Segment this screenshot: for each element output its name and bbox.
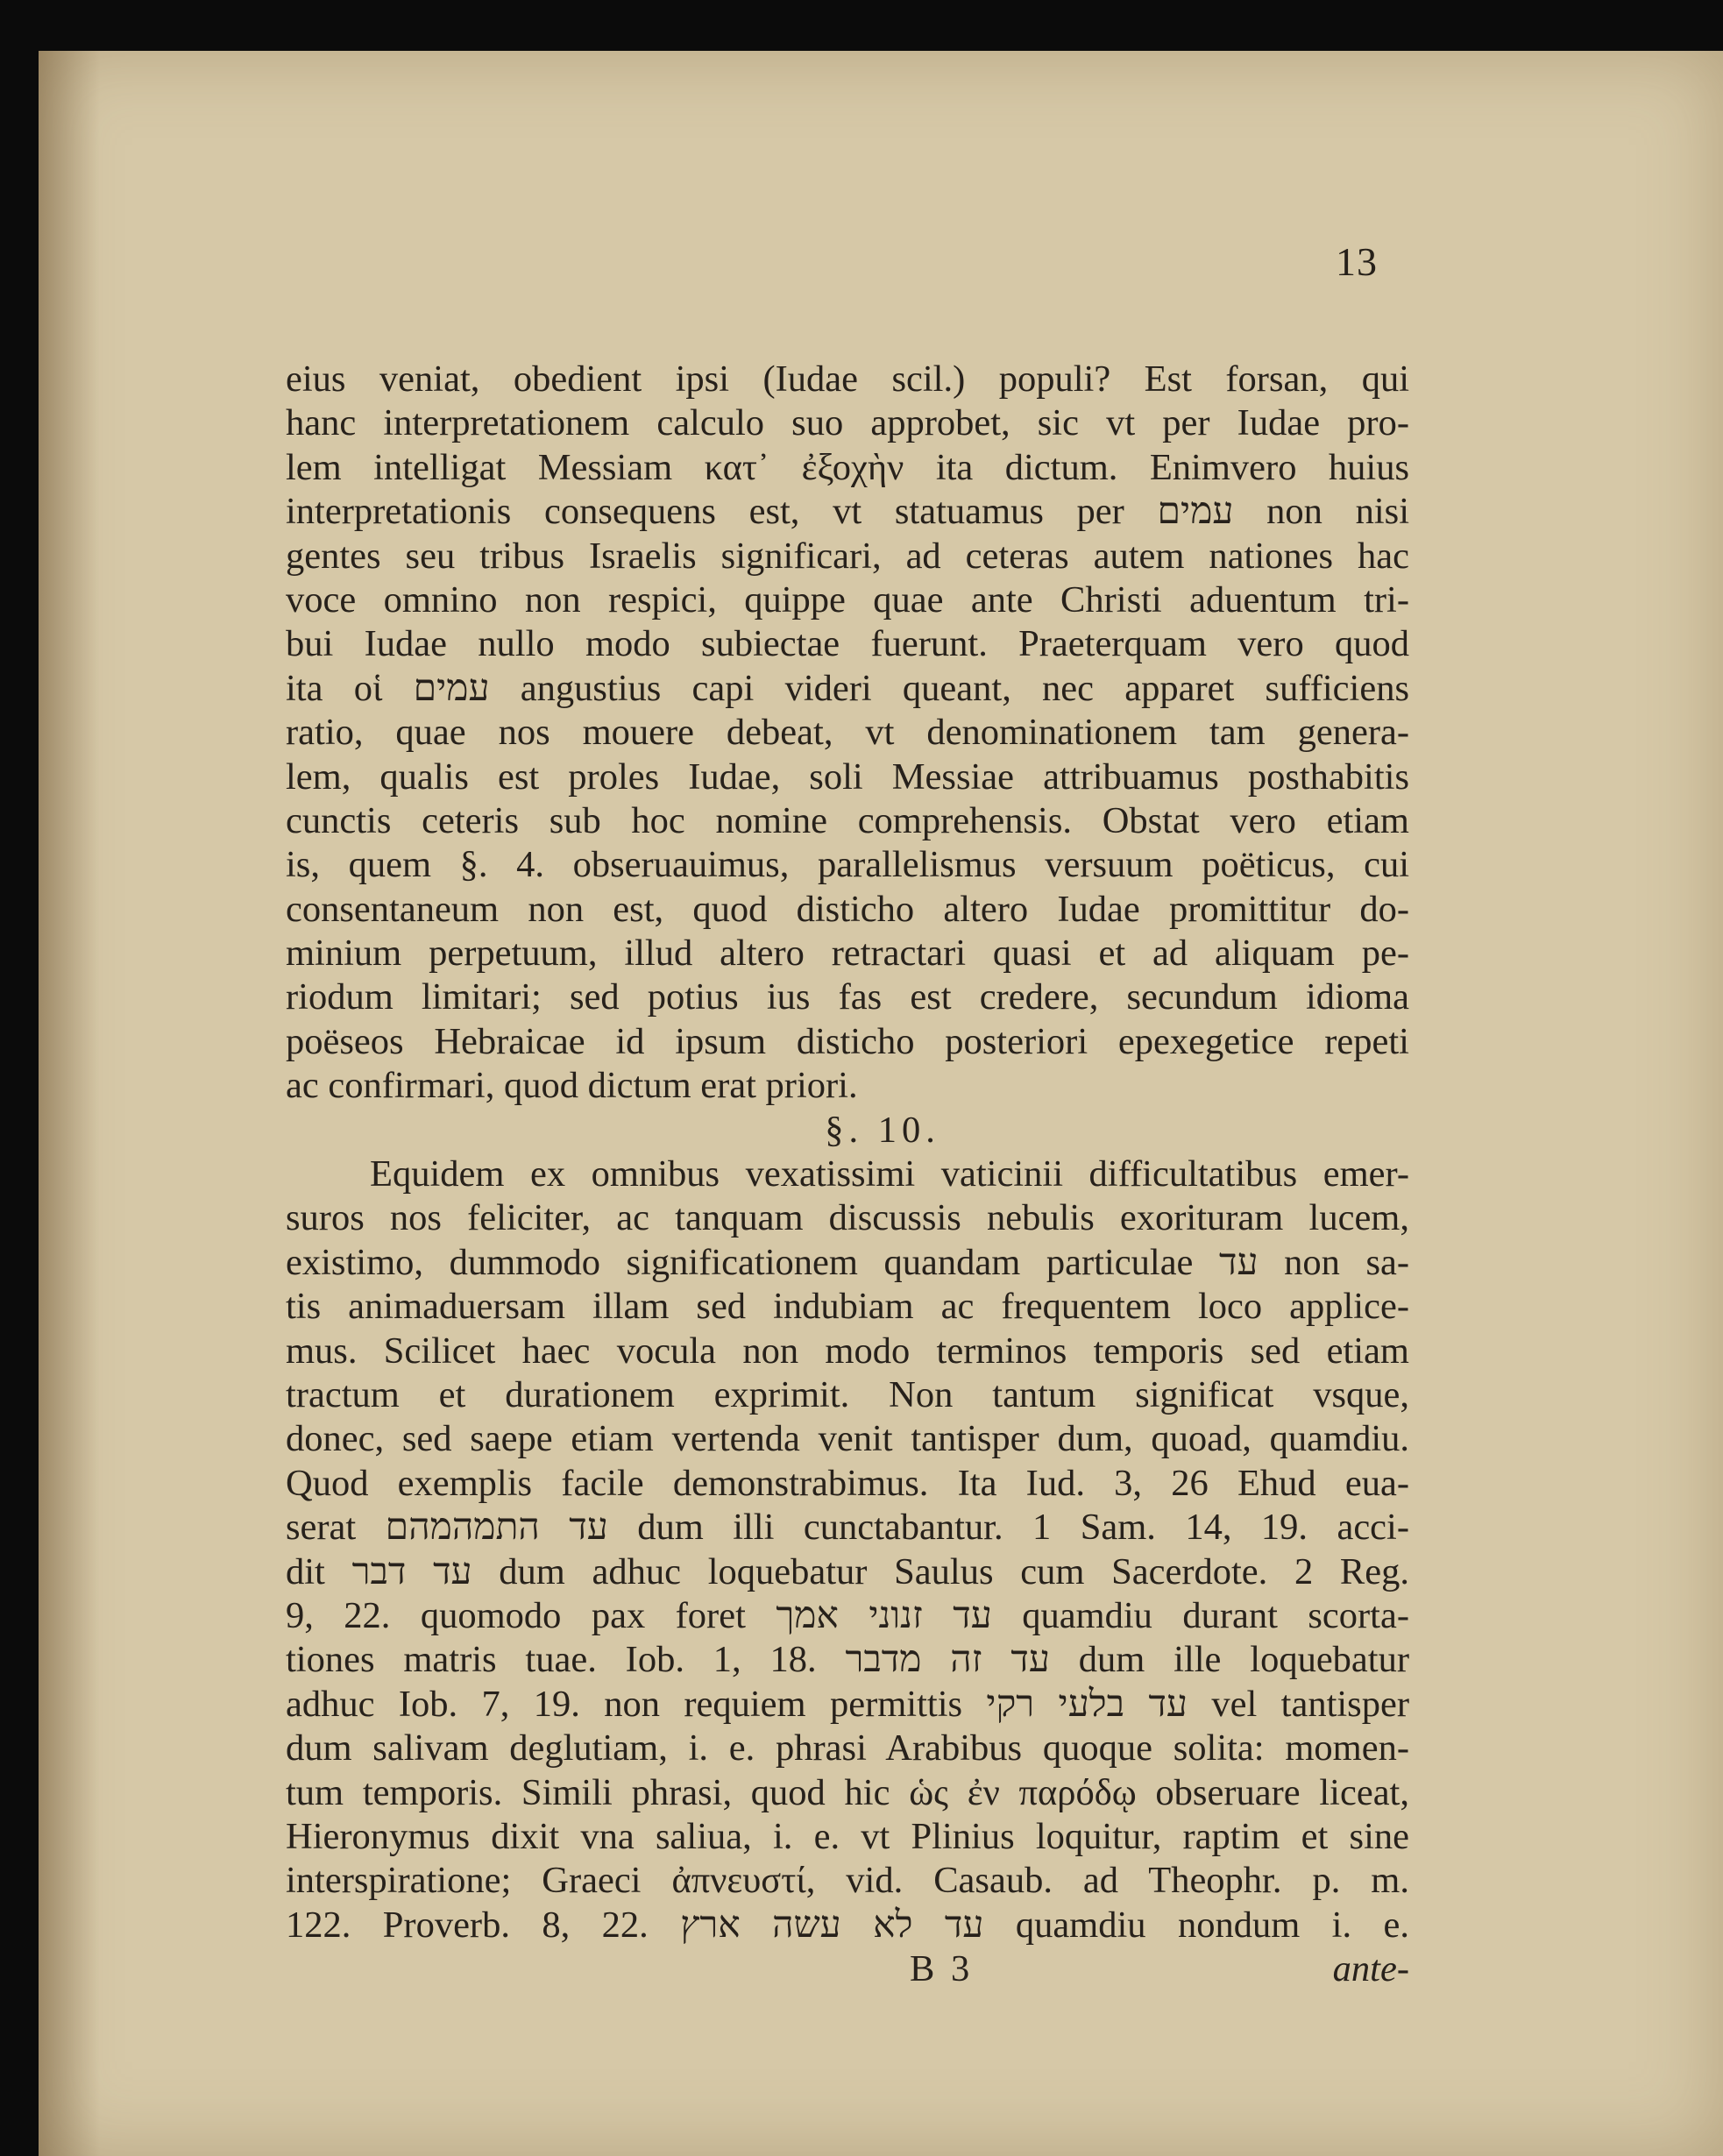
paragraph-2 bbox=[286, 1152, 1409, 1947]
book-page bbox=[39, 51, 1723, 2156]
catchword: ante- bbox=[1332, 1948, 1409, 1990]
text-line: Equidem ex omnibus vexatissimi vaticinii difficultatibus emer- bbox=[370, 1153, 1409, 1195]
signature-mark: B 3 bbox=[910, 1948, 974, 1990]
text-line: Quod exemplis facile demonstrabimus. Ita Iud. 3, 26 Ehud eua- bbox=[286, 1462, 1409, 1504]
text-line: consentaneum non est, quod disticho altero Iudae promittitur do- bbox=[286, 888, 1409, 930]
text-line: dum salivam deglutiam, i. e. phrasi Arabibus quoque solita: momen- bbox=[286, 1727, 1409, 1769]
text-line: tis animaduersam illam sed indubiam ac frequentem loco applice- bbox=[286, 1286, 1409, 1328]
text-line: mus. Scilicet haec vocula non modo terminos temporis sed etiam bbox=[286, 1330, 1409, 1372]
text-line: Hieronymus dixit vna saliua, i. e. vt Plinius loquitur, raptim et sine bbox=[286, 1815, 1409, 1857]
text-line: 9, 22. quomodo pax foret עד זנוני אמך quamdiu durant scorta- bbox=[286, 1594, 1409, 1636]
text-line: cunctis ceteris sub hoc nomine comprehensis. Obstat vero etiam bbox=[286, 799, 1409, 841]
text-line: tractum et durationem exprimit. Non tantum significat vsque, bbox=[286, 1373, 1409, 1415]
text-line: voce omnino non respici, quippe quae ante Christi aduentum tri- bbox=[286, 578, 1409, 621]
text-line: serat עד התמהמהם dum illi cunctabantur. 1 Sam. 14, 19. acci- bbox=[286, 1507, 1410, 1549]
paragraph-1 bbox=[286, 358, 1409, 1109]
text-line: interspiratione; Graeci ἀπνευστί, vid. Casaub. ad Theophr. p. m. bbox=[286, 1860, 1409, 1902]
text-line: lem, qualis est proles Iudae, soli Messiae attribuamus posthabitis bbox=[286, 755, 1409, 798]
text-line: tum temporis. Simili phrasi, quod hic ὡς ἐν παρόδῳ obseruare liceat, bbox=[286, 1771, 1409, 1813]
text-line: riodum limitari; sed potius ius fas est credere, secundum idioma bbox=[286, 976, 1409, 1018]
page-number: 13 bbox=[1336, 239, 1378, 284]
text-line: ac confirmari, quod dictum erat priori. bbox=[286, 1065, 858, 1107]
text-line: minium perpetuum, illud altero retractari quasi et ad aliquam pe- bbox=[286, 933, 1409, 975]
text-line: is, quem §. 4. obseruauimus, parallelismus versuum poëticus, cui bbox=[286, 844, 1409, 886]
text-line: lem intelligat Messiam κατ᾽ ἐξοχὴν ita dictum. Enimvero huius bbox=[286, 446, 1409, 488]
text-line: 122. Proverb. 8, 22. עד לא עשה ארץ quamdiu nondum i. e. bbox=[286, 1904, 1409, 1946]
text-line: bui Iudae nullo modo subiectae fuerunt. Praeterquam vero quod bbox=[286, 623, 1409, 665]
text-line: existimo, dummodo significationem quandam particulae עד non sa- bbox=[286, 1241, 1409, 1283]
text-line: ita οἱ עמים angustius capi videri queant, nec apparet sufficiens bbox=[286, 667, 1409, 709]
text-line: hanc interpretationem calculo suo approbet, sic vt per Iudae pro- bbox=[286, 402, 1409, 444]
text-line: gentes seu tribus Israelis significari, ad ceteras autem nationes hac bbox=[286, 535, 1409, 577]
text-line: dit עד דבר dum adhuc loquebatur Saulus cum Sacerdote. 2 Reg. bbox=[286, 1550, 1410, 1592]
text-line: donec, sed saepe etiam vertenda venit tantisper dum, quoad, quamdiu. bbox=[286, 1418, 1409, 1460]
text-line: adhuc Iob. 7, 19. non requiem permittis עד בלעי רקי vel tantisper bbox=[286, 1683, 1409, 1725]
page-footer bbox=[286, 1947, 1409, 1991]
text-line: eius veniat, obedient ipsi (Iudae scil.) populi? Est forsan, qui bbox=[286, 358, 1409, 400]
text-line: tiones matris tuae. Iob. 1, 18. עד זה מדבר dum ille loquebatur bbox=[286, 1639, 1410, 1681]
text-line: poëseos Hebraicae id ipsum disticho posteriori epexegetice repeti bbox=[286, 1020, 1409, 1062]
body-text bbox=[286, 358, 1409, 1991]
page-gutter-shadow bbox=[39, 51, 100, 2156]
text-line: ratio, quae nos mouere debeat, vt denominationem tam genera- bbox=[286, 712, 1409, 754]
text-line: interpretationis consequens est, vt statuamus per עמים non nisi bbox=[286, 491, 1410, 533]
section-heading: §. 10. bbox=[825, 1109, 940, 1151]
text-line: suros nos feliciter, ac tanquam discussis nebulis exorituram lucem, bbox=[286, 1197, 1409, 1239]
